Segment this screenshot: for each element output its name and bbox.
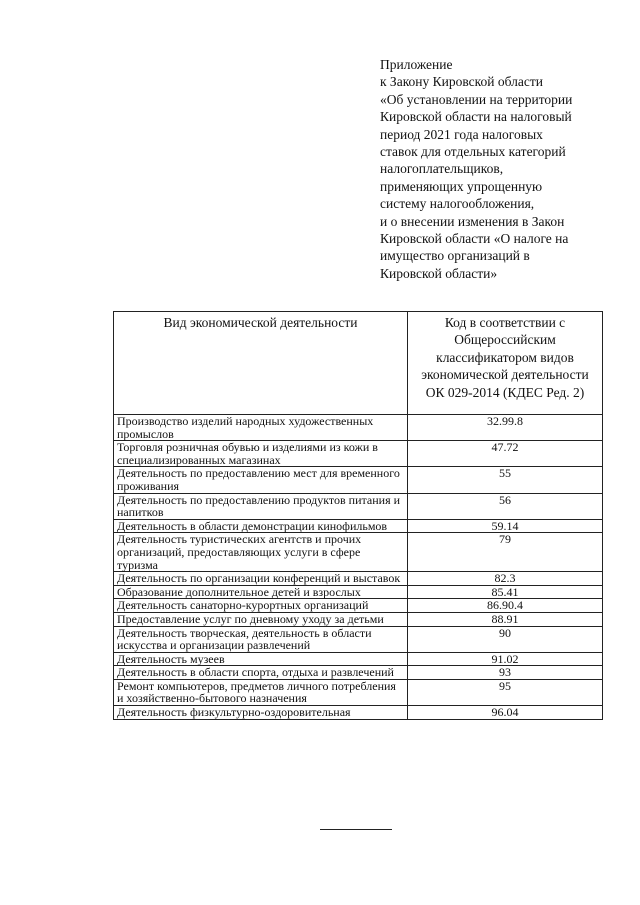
- table-row: [114, 626, 603, 652]
- activity-cell: Деятельность по организации конференций и выставок: [114, 572, 408, 586]
- activity-code-table: [113, 311, 603, 720]
- appendix-line: к Закону Кировской области: [380, 74, 544, 90]
- code-cell: 32.99.8: [408, 415, 603, 441]
- activity-cell: Ремонт компьютеров, предметов личного потребления и хозяйственно-бытового назначения: [114, 679, 408, 705]
- code-column-header: Код в соответствии с Общероссийским классификатором видов экономической деятельности ОК 029-2014 (КДЕС Ред. 2): [408, 312, 603, 415]
- code-cell: 86.90.4: [408, 599, 603, 613]
- activity-cell: Деятельность творческая, деятельность в области искусства и организации развлечений: [114, 626, 408, 652]
- table-row: [114, 493, 603, 519]
- code-cell: 79: [408, 533, 603, 572]
- activity-cell: Деятельность по предоставлению продуктов питания и напитков: [114, 493, 408, 519]
- table-row: [114, 572, 603, 586]
- table-row: [114, 666, 603, 680]
- code-cell: 88.91: [408, 612, 603, 626]
- table-row: [114, 533, 603, 572]
- table-row: [114, 441, 603, 467]
- code-cell: 59.14: [408, 519, 603, 533]
- closing-divider: [320, 829, 392, 830]
- appendix-header: [380, 56, 620, 282]
- appendix-line: Кировской области на налоговый: [380, 109, 572, 125]
- code-cell: 93: [408, 666, 603, 680]
- activity-cell: Деятельность физкультурно-оздоровительная: [114, 706, 408, 720]
- appendix-line: систему налогообложения,: [380, 196, 535, 212]
- appendix-line: Кировской области»: [380, 265, 498, 281]
- appendix-line: и о внесении изменения в Закон: [380, 213, 565, 229]
- table-row: [114, 612, 603, 626]
- activity-cell: Деятельность музеев: [114, 652, 408, 666]
- code-cell: 90: [408, 626, 603, 652]
- appendix-line: ставок для отдельных категорий: [380, 144, 566, 160]
- table-header-row: [114, 312, 603, 415]
- appendix-line: период 2021 года налоговых: [380, 126, 543, 142]
- table-row: [114, 679, 603, 705]
- table-row: [114, 652, 603, 666]
- appendix-line: имущество организаций в: [380, 248, 530, 264]
- activity-cell: Деятельность в области демонстрации кинофильмов: [114, 519, 408, 533]
- code-cell: 82.3: [408, 572, 603, 586]
- table-row: [114, 599, 603, 613]
- code-cell: 85.41: [408, 585, 603, 599]
- code-cell: 55: [408, 467, 603, 493]
- activity-cell: Деятельность туристических агентств и прочих организаций, предоставляющих услуги в сфере туризма: [114, 533, 408, 572]
- activity-cell: Производство изделий народных художественных промыслов: [114, 415, 408, 441]
- activity-cell: Деятельность в области спорта, отдыха и развлечений: [114, 666, 408, 680]
- table-row: [114, 706, 603, 720]
- code-cell: 96.04: [408, 706, 603, 720]
- appendix-line: применяющих упрощенную: [380, 178, 543, 194]
- activity-cell: Деятельность по предоставлению мест для временного проживания: [114, 467, 408, 493]
- table-row: [114, 467, 603, 493]
- code-cell: 95: [408, 679, 603, 705]
- activity-cell: Образование дополнительное детей и взрослых: [114, 585, 408, 599]
- activity-cell: Торговля розничная обувью и изделиями из кожи в специализированных магазинах: [114, 441, 408, 467]
- table-row: [114, 415, 603, 441]
- table-row: [114, 585, 603, 599]
- code-cell: 47.72: [408, 441, 603, 467]
- appendix-line: «Об установлении на территории: [380, 91, 573, 107]
- appendix-line: Кировской области «О налоге на: [380, 231, 569, 247]
- activity-cell: Деятельность санаторно-курортных организаций: [114, 599, 408, 613]
- appendix-line: Приложение: [380, 57, 453, 72]
- code-cell: 91.02: [408, 652, 603, 666]
- table-row: [114, 519, 603, 533]
- activity-cell: Предоставление услуг по дневному уходу за детьми: [114, 612, 408, 626]
- code-cell: 56: [408, 493, 603, 519]
- appendix-line: налогоплательщиков,: [380, 161, 504, 177]
- activity-column-header: Вид экономической деятельности: [114, 312, 408, 415]
